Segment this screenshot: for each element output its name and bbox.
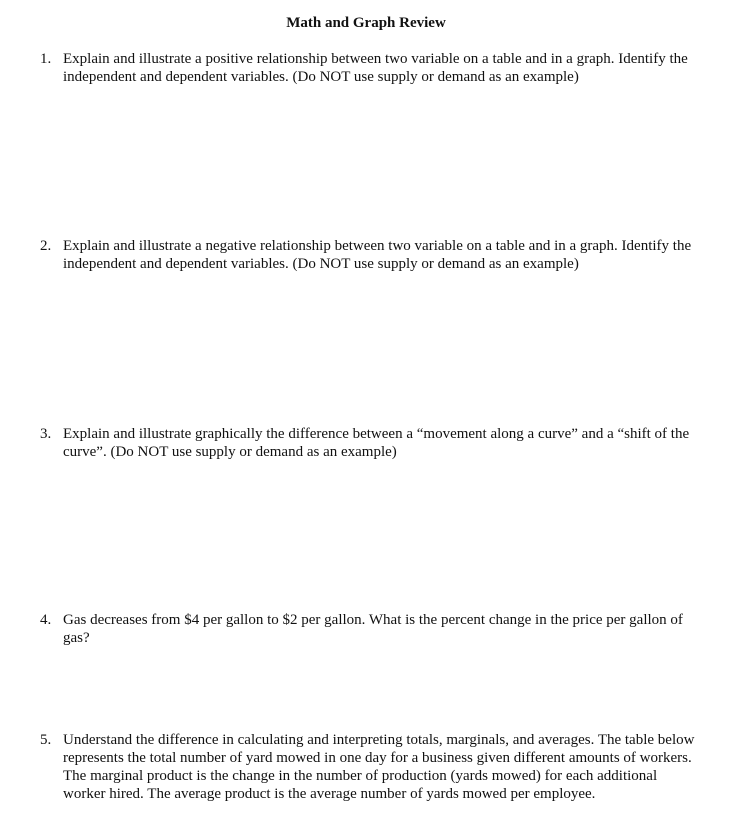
question-3: [40, 425, 695, 461]
question-number: 2.: [40, 238, 52, 254]
question-text: Explain and illustrate a negative relationship between two variable on a table and in a graph. Identify the independent and dependent variables. (Do NOT use supply or demand as an example): [63, 238, 692, 272]
question-1: [40, 50, 695, 86]
question-text: Explain and illustrate graphically the difference between a “movement along a curve” and a “shift of the curve”. (Do NOT use supply or demand as an example): [63, 426, 690, 460]
document-title: Math and Graph Review: [286, 15, 446, 31]
question-number: 4.: [40, 612, 52, 628]
question-5: [40, 731, 695, 803]
question-number: 5.: [40, 732, 52, 748]
question-text: Gas decreases from $4 per gallon to $2 per gallon. What is the percent change in the price per gallon of gas?: [63, 612, 683, 646]
question-number: 1.: [40, 51, 52, 67]
question-2: [40, 237, 695, 273]
question-4: [40, 611, 695, 647]
question-text: Understand the difference in calculating and interpreting totals, marginals, and averages. The table below represents the total number of yard mowed in one day for a business given different amounts of workers. The marginal product is the change in the number of production (yards mowed) for each additional worker hired. The average product is the average number of yards mowed per employee.: [63, 732, 695, 802]
question-text: Explain and illustrate a positive relationship between two variable on a table and in a graph. Identify the independent and dependent variables. (Do NOT use supply or demand as an example): [63, 51, 688, 85]
question-number: 3.: [40, 426, 52, 442]
